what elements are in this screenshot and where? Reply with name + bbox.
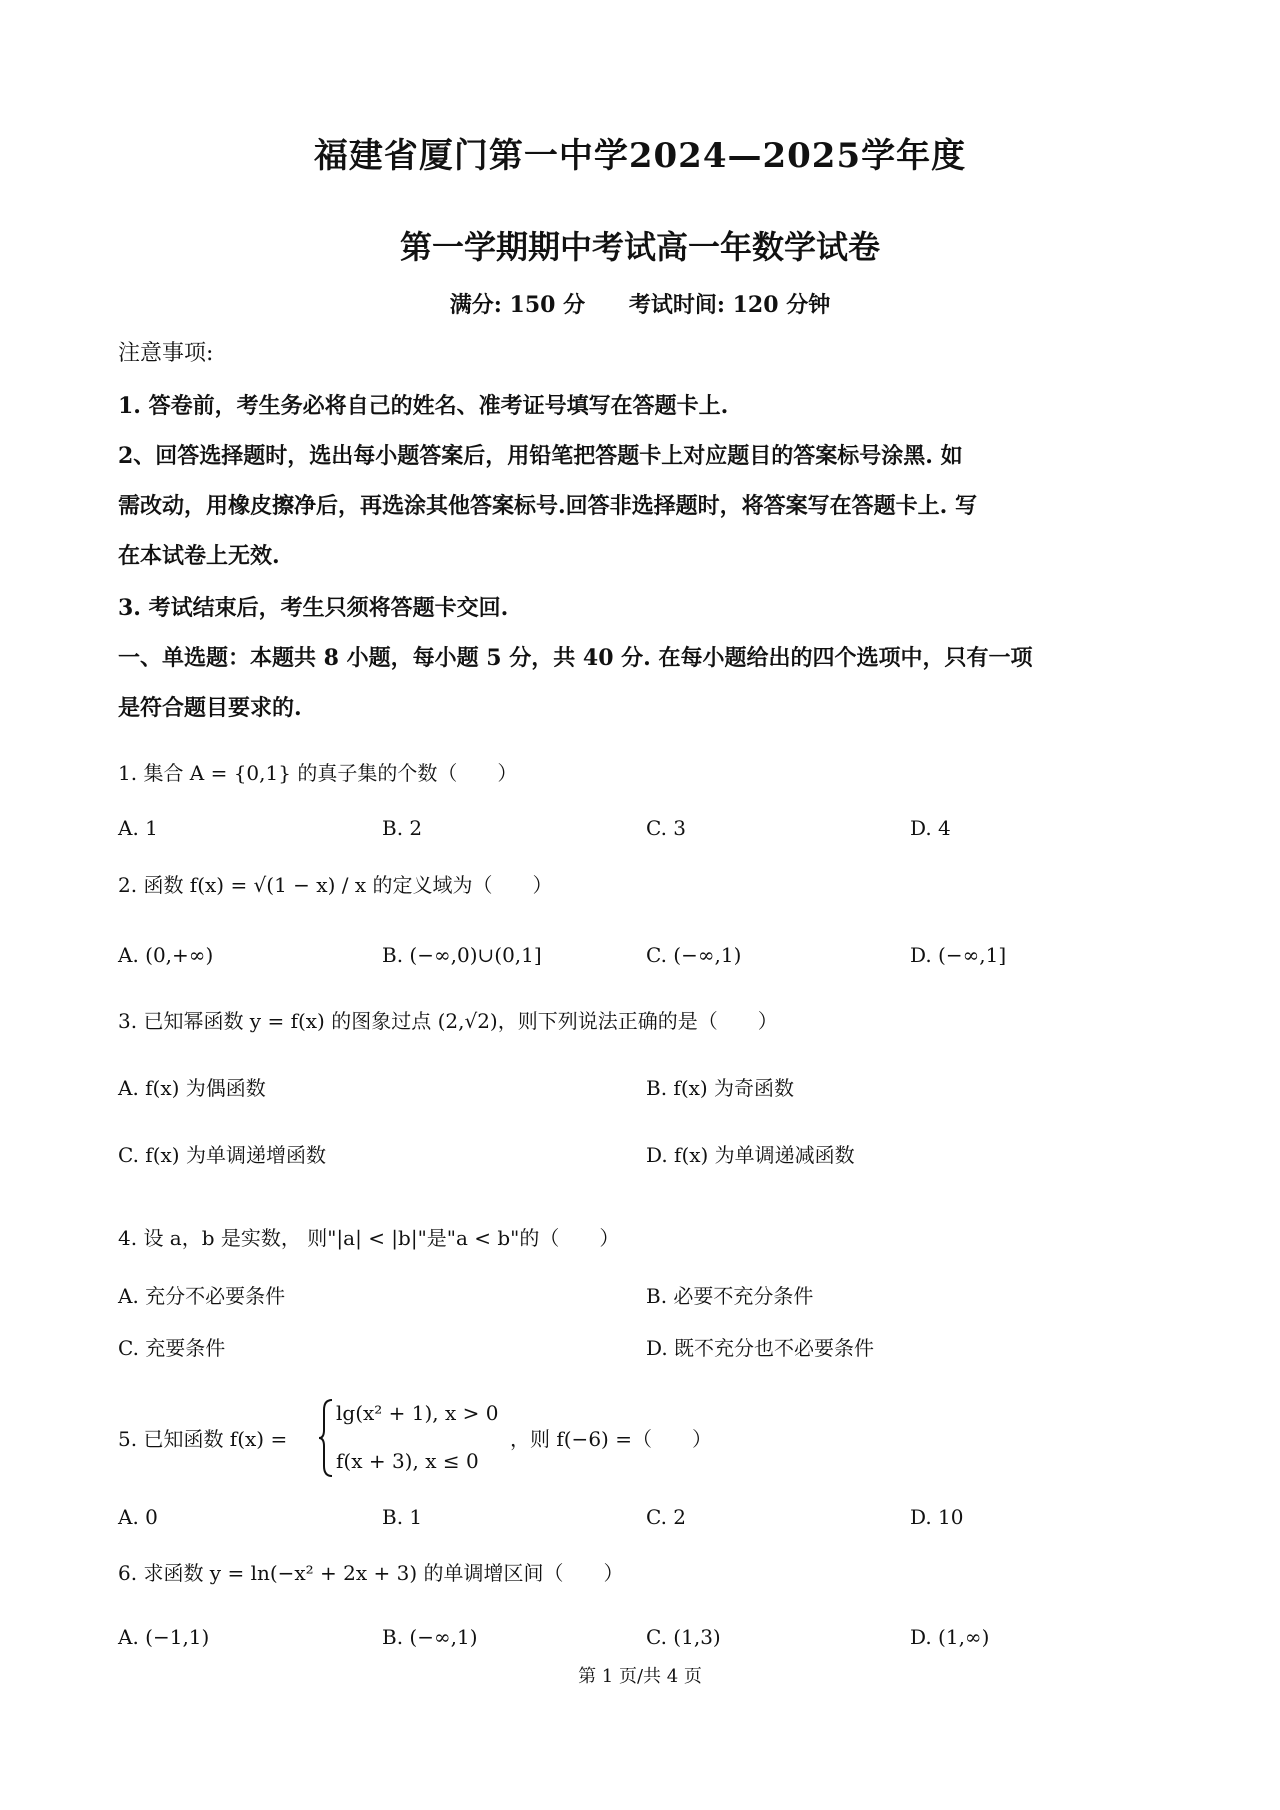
- question-1-option-b: B. 2: [382, 816, 423, 840]
- question-5-case-2: f(x + 3), x ≤ 0: [336, 1449, 479, 1473]
- question-1-option-d: D. 4: [910, 816, 951, 840]
- question-5-option-a: A. 0: [118, 1505, 158, 1529]
- notice-item-2-line1: 2、回答选择题时，选出每小题答案后，用铅笔把答题卡上对应题目的答案标号涂黑. 如: [118, 443, 963, 469]
- piecewise-brace: [318, 1398, 334, 1478]
- question-2-option-a: A. (0,+∞): [118, 943, 214, 967]
- page-footer: 第 1 页/共 4 页: [578, 1666, 702, 1687]
- question-4-option-b: B. 必要不充分条件: [646, 1284, 814, 1308]
- question-2-stem: 2. 函数 f(x) = √(1 − x) / x 的定义域为（ ）: [118, 873, 553, 897]
- question-2-option-c: C. (−∞,1): [646, 943, 742, 967]
- question-5-option-d: D. 10: [910, 1505, 964, 1529]
- question-3-option-d: D. f(x) 为单调递减函数: [646, 1143, 855, 1167]
- question-6-stem: 6. 求函数 y = ln(−x² + 2x + 3) 的单调增区间（ ）: [118, 1561, 624, 1585]
- question-6-option-b: B. (−∞,1): [382, 1625, 478, 1649]
- question-3-stem: 3. 已知幂函数 y = f(x) 的图象过点 (2,√2)，则下列说法正确的是（ ）: [118, 1009, 778, 1033]
- question-2-option-b: B. (−∞,0)∪(0,1]: [382, 943, 542, 967]
- question-5-case-1: lg(x² + 1), x > 0: [336, 1401, 499, 1425]
- question-5-stem-suffix: ，则 f(−6) =（ ）: [510, 1427, 712, 1451]
- section-heading-line2: 是符合题目要求的.: [118, 695, 302, 721]
- question-3-option-b: B. f(x) 为奇函数: [646, 1076, 795, 1100]
- question-3-option-a: A. f(x) 为偶函数: [118, 1076, 266, 1100]
- question-1-stem: 1. 集合 A = {0,1} 的真子集的个数（ ）: [118, 761, 518, 785]
- exam-title-line2: 第一学期期中考试高一年数学试卷: [399, 228, 880, 266]
- question-6-option-a: A. (−1,1): [118, 1625, 210, 1649]
- full-score: 满分: 150 分: [449, 292, 586, 318]
- question-6-option-d: D. (1,∞): [910, 1625, 990, 1649]
- question-2-option-d: D. (−∞,1]: [910, 943, 1007, 967]
- notice-item-2-line3: 在本试卷上无效.: [118, 543, 280, 569]
- question-1-option-c: C. 3: [646, 816, 687, 840]
- question-5-option-c: C. 2: [646, 1505, 687, 1529]
- question-4-option-a: A. 充分不必要条件: [118, 1284, 286, 1308]
- question-3-option-c: C. f(x) 为单调递增函数: [118, 1143, 326, 1167]
- question-4-option-d: D. 既不充分也不必要条件: [646, 1336, 875, 1360]
- exam-title-line1: 福建省厦门第一中学2024—2025学年度: [313, 136, 967, 176]
- question-5-option-b: B. 1: [382, 1505, 423, 1529]
- question-5-stem-prefix: 5. 已知函数 f(x) =: [118, 1427, 288, 1451]
- exam-meta: [0, 288, 1280, 319]
- section-heading-line1: 一、单选题：本题共 8 小题，每小题 5 分，共 40 分. 在每小题给出的四个选项中，只有一项: [118, 645, 1033, 671]
- question-4-option-c: C. 充要条件: [118, 1336, 226, 1360]
- notice-item-1: 1. 答卷前，考生务必将自己的姓名、准考证号填写在答题卡上.: [118, 393, 729, 419]
- question-1-option-a: A. 1: [118, 816, 158, 840]
- question-4-stem: 4. 设 a，b 是实数， 则"|a| < |b|"是"a < b"的（ ）: [118, 1226, 620, 1250]
- notice-item-2-line2: 需改动，用橡皮擦净后，再选涂其他答案标号.回答非选择题时，将答案写在答题卡上. 写: [118, 493, 977, 519]
- notice-heading: 注意事项:: [118, 341, 214, 366]
- exam-time: 考试时间: 120 分钟: [628, 292, 831, 318]
- notice-item-3: 3. 考试结束后，考生只须将答题卡交回.: [118, 595, 509, 621]
- question-6-option-c: C. (1,3): [646, 1625, 721, 1649]
